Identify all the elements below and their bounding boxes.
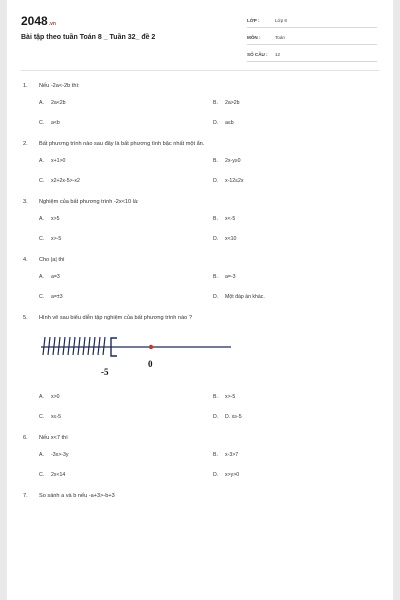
option-b[interactable] [213, 267, 387, 287]
option-text: x<10 [225, 236, 237, 242]
option-text: a≤b [225, 120, 234, 126]
option-text: Một đáp án khác. [225, 294, 265, 300]
option-a[interactable] [39, 209, 213, 229]
option-letter: B. [213, 216, 218, 222]
option-letter: D. [213, 178, 219, 184]
header [21, 0, 379, 58]
question-text: Hình vẽ sau biểu diễn tập nghiệm của bất phương trình nào ? [39, 315, 192, 321]
option-text: 2x-y≥0 [225, 158, 241, 164]
divider [21, 70, 379, 71]
option-letter: A. [39, 274, 44, 280]
number-line-svg [39, 325, 239, 385]
option-text: x+1>0 [51, 158, 66, 164]
option-b[interactable] [213, 151, 387, 171]
option-text: x<-5 [225, 216, 236, 222]
option-b[interactable] [213, 445, 387, 465]
option-text: x2+2x-5>-x2 [51, 178, 80, 184]
question-2 [21, 133, 379, 191]
option-text: a<b [51, 120, 60, 126]
option-text: x-12≤2x [225, 178, 244, 184]
question-number: 5. [23, 315, 28, 321]
page-title: Bài tập theo tuần Toán 8 _ Tuần 32_ đề 2 [21, 34, 156, 41]
option-letter: D. [213, 120, 219, 126]
option-letter: C. [39, 414, 45, 420]
question-text: Nếu x<7 thì [39, 435, 68, 441]
question-5 [21, 307, 379, 427]
option-c[interactable] [39, 171, 213, 191]
option-c[interactable] [39, 407, 213, 427]
option-text: a=-3 [225, 274, 236, 280]
option-text: x>y>0 [225, 472, 240, 478]
hatch-marks [43, 337, 105, 355]
question-stem [21, 311, 379, 325]
option-text: a=3 [51, 274, 60, 280]
option-text: D. x≥-5 [225, 414, 242, 420]
option-d[interactable] [213, 287, 387, 307]
logo-suffix: .vn [48, 21, 56, 27]
option-b[interactable] [213, 93, 387, 113]
option-letter: C. [39, 472, 45, 478]
option-letter: A. [39, 158, 44, 164]
question-number: 4. [23, 257, 28, 263]
option-letter: C. [39, 120, 45, 126]
option-letter: B. [213, 452, 218, 458]
meta-label: MÔN : [247, 35, 261, 40]
option-d[interactable] [213, 407, 387, 427]
question-stem [21, 79, 379, 93]
option-text: x>0 [51, 394, 60, 400]
number-line-figure [21, 325, 379, 387]
options [21, 387, 379, 427]
logo-text: 2048 [21, 14, 48, 28]
option-letter: A. [39, 216, 44, 222]
question-text: Cho |a| thì [39, 257, 65, 263]
question-text: So sánh a và b nếu -a+3>-b+3 [39, 493, 115, 499]
option-letter: B. [213, 394, 218, 400]
options [21, 267, 379, 307]
question-stem [21, 253, 379, 267]
question-stem [21, 195, 379, 209]
option-letter: B. [213, 274, 218, 280]
option-letter: B. [213, 100, 218, 106]
option-text: 2a>2b [225, 100, 240, 106]
question-text: Bất phương trình nào sau đây là bất phương tình bậc nhất một ẩn. [39, 141, 205, 147]
option-b[interactable] [213, 209, 387, 229]
meta-row-class [247, 14, 377, 28]
option-letter: C. [39, 294, 45, 300]
question-number: 3. [23, 199, 28, 205]
option-text: x>5 [51, 216, 60, 222]
option-a[interactable] [39, 267, 213, 287]
option-text: 2a<2b [51, 100, 66, 106]
meta-value: Lớp 8 [275, 18, 287, 23]
options [21, 93, 379, 133]
meta-panel [247, 14, 377, 65]
question-text: Nếu -2a<-2b thì: [39, 83, 80, 89]
meta-label: SỐ CÂU : [247, 52, 268, 57]
option-letter: A. [39, 394, 44, 400]
question-stem [21, 431, 379, 445]
option-text: x≤-5 [51, 414, 62, 420]
option-letter: D. [213, 472, 219, 478]
option-b[interactable] [213, 387, 387, 407]
option-d[interactable] [213, 229, 387, 249]
option-d[interactable] [213, 113, 387, 133]
option-c[interactable] [39, 113, 213, 133]
option-letter: D. [213, 414, 219, 420]
worksheet-page [7, 0, 393, 600]
label-minus-five: -5 [101, 367, 109, 377]
question-number: 2. [23, 141, 28, 147]
option-text: 2x<14 [51, 472, 66, 478]
question-7 [21, 485, 379, 503]
option-text: a=±3 [51, 294, 63, 300]
option-d[interactable] [213, 171, 387, 191]
label-zero: 0 [148, 359, 153, 369]
question-number: 6. [23, 435, 28, 441]
option-text: -3x>-3y [51, 452, 69, 458]
option-letter: C. [39, 236, 45, 242]
question-text: Nghiệm của bất phương trình -2x<10 là: [39, 199, 139, 205]
option-c[interactable] [39, 229, 213, 249]
option-letter: C. [39, 178, 45, 184]
option-c[interactable] [39, 465, 213, 485]
option-a[interactable] [39, 445, 213, 465]
question-stem [21, 489, 379, 503]
meta-value: 12 [275, 52, 281, 57]
option-text: x>-5 [51, 236, 62, 242]
option-c[interactable] [39, 287, 213, 307]
options [21, 151, 379, 191]
option-letter: D. [213, 294, 219, 300]
question-3 [21, 191, 379, 249]
origin-point [149, 345, 153, 349]
option-text: x>-5 [225, 394, 236, 400]
question-6 [21, 427, 379, 485]
option-letter: A. [39, 100, 44, 106]
question-4 [21, 249, 379, 307]
option-letter: B. [213, 158, 218, 164]
option-text: x-3>7 [225, 452, 239, 458]
option-d[interactable] [213, 465, 387, 485]
options [21, 445, 379, 485]
logo[interactable] [21, 14, 56, 28]
option-a[interactable] [39, 151, 213, 171]
options [21, 209, 379, 249]
meta-row-subject [247, 31, 377, 45]
meta-label: LỚP : [247, 18, 260, 23]
question-number: 1. [23, 83, 28, 89]
option-a[interactable] [39, 93, 213, 113]
option-letter: D. [213, 236, 219, 242]
question-number: 7. [23, 493, 28, 499]
meta-row-count [247, 48, 377, 62]
question-1 [21, 79, 379, 133]
meta-value: Toán [275, 35, 285, 40]
option-letter: A. [39, 452, 44, 458]
question-stem [21, 137, 379, 151]
option-a[interactable] [39, 387, 213, 407]
